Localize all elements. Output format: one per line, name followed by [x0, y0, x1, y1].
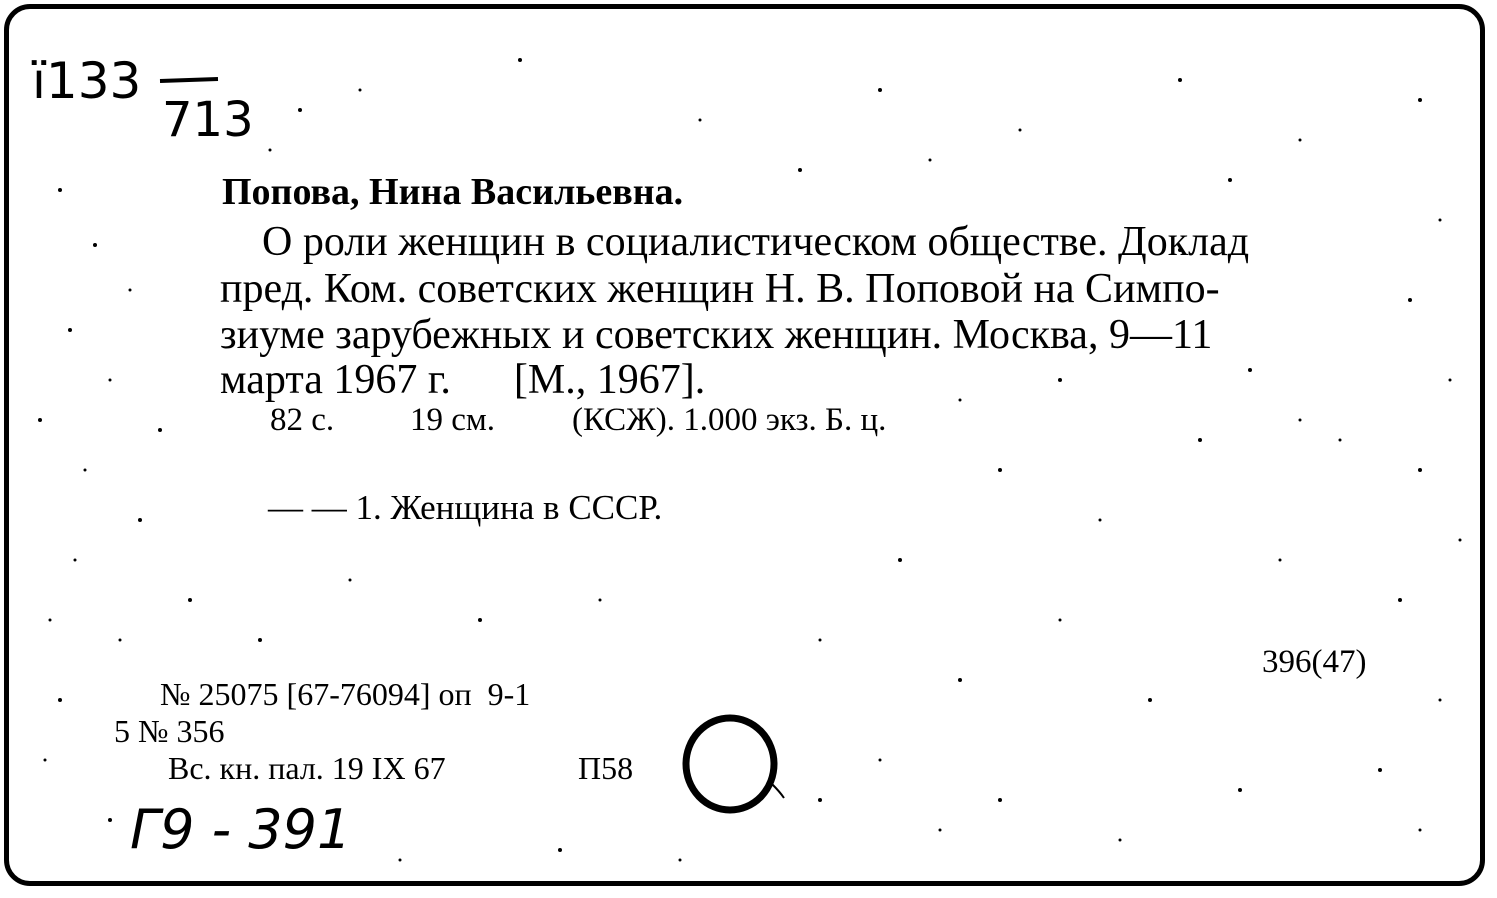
- classification-number: 396(47): [1262, 644, 1367, 680]
- size: 19 см.: [410, 402, 496, 438]
- handwritten-shelfmark-top: ї133: [32, 52, 142, 110]
- ring-stamp: [680, 712, 790, 822]
- title-line-4: марта 1967 г. [М., 1967].: [220, 357, 706, 403]
- record-line: № 25075 [67-76094] оп 9-1: [160, 676, 531, 712]
- fraction-bar: [158, 76, 222, 86]
- pages: 82 с.: [270, 402, 335, 438]
- author-heading: Попова, Нина Васильевна.: [222, 171, 684, 213]
- title-line-1: О роли женщин в социалистическом обществе. Доклад: [262, 219, 1250, 265]
- title-line-3: зиуме зарубежных и советских женщин. Москва, 9—11: [220, 312, 1213, 358]
- title-line-2: пред. Ком. советских женщин Н. В. Поповой на Симпо-: [220, 266, 1220, 312]
- book-chamber: Вс. кн. пал. 19 IX 67: [168, 750, 446, 786]
- batch-number: 5 № 356: [114, 713, 225, 749]
- subject-heading: — — 1. Женщина в СССР.: [268, 488, 663, 527]
- print-code: П58: [578, 750, 634, 786]
- handwritten-inventory: Г9 - 391: [130, 798, 352, 861]
- series-price: (КСЖ). 1.000 экз. Б. ц.: [572, 402, 887, 438]
- handwritten-shelfmark-bottom: 713: [162, 92, 254, 148]
